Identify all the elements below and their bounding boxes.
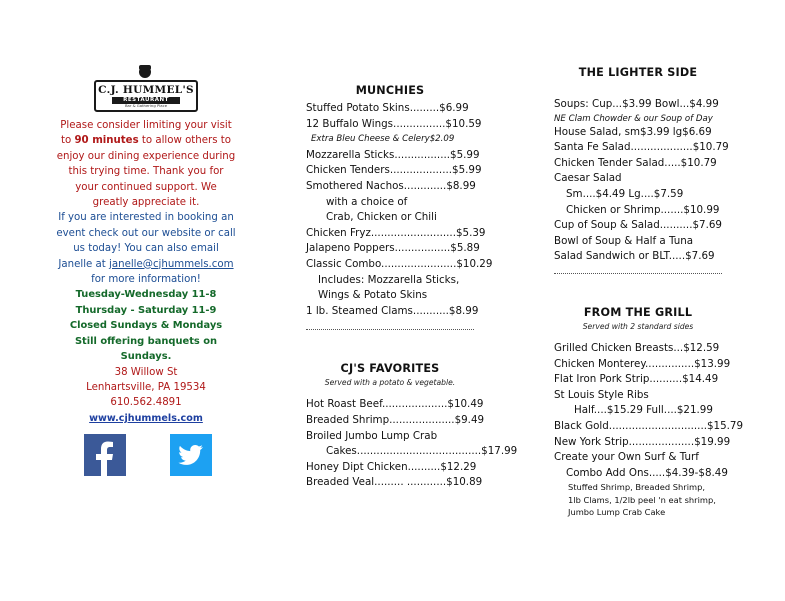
city-address: Lenhartsville, PA 19534	[86, 381, 206, 393]
menu-item: Chicken Fryz..........................$5.39	[306, 226, 486, 239]
menu-item: Cup of Soup & Salad..........$7.69	[554, 219, 722, 232]
restaurant-logo	[94, 64, 198, 114]
address-block	[56, 365, 236, 411]
favorites-title: CJ'S FAVORITES	[340, 362, 440, 376]
events-text-post: for more information!	[91, 274, 201, 286]
grill-subtitle: Served with 2 standard sides	[582, 321, 694, 331]
events-info	[56, 210, 236, 287]
lighter-list	[554, 97, 729, 265]
menu-item: Mozzarella Sticks.................$5.99	[306, 148, 480, 161]
menu-item-note: NE Clam Chowder & our Soup of Day	[554, 113, 713, 124]
menu-item: Classic Combo.......................$10.29	[306, 257, 493, 270]
favorites-list	[306, 397, 518, 491]
right-column	[554, 66, 744, 519]
menu-item: Cakes......................................$17.99	[326, 445, 518, 458]
notice-bold-duration: 90 minutes	[74, 135, 139, 147]
lighter-title: THE LIGHTER SIDE	[578, 66, 698, 79]
events-text-pre: If you are interested in booking an event check out our website or call us today! You can also email Janelle at	[56, 212, 236, 270]
menu-item: Broiled Jumbo Lump Crab	[306, 429, 438, 442]
hours-line: Closed Sundays & Mondays	[69, 320, 223, 332]
menu-item-note: with a choice of	[326, 195, 408, 208]
menu-item: Create your Own Surf & Turf	[554, 451, 699, 464]
menu-item-addon: Extra Bleu Cheese & Celery$2.09	[311, 134, 455, 145]
social-links	[56, 434, 236, 478]
middle-column	[306, 84, 518, 491]
menu-item: Caesar Salad	[554, 172, 622, 185]
logo-plate	[94, 80, 198, 112]
menu-item: Black Gold..............................$15.79	[554, 419, 744, 432]
menu-item: St Louis Style Ribs	[554, 388, 649, 401]
facebook-icon[interactable]	[84, 434, 126, 476]
menu-item-note: Includes: Mozzarella Sticks,	[318, 273, 460, 286]
menu-item: Honey Dipt Chicken..........$12.29	[306, 460, 477, 473]
grill-list	[554, 341, 744, 519]
hours-line: Tuesday-Wednesday 11-8	[75, 289, 217, 301]
hours-line: Thursday - Saturday 11-9	[75, 304, 217, 316]
menu-item: Flat Iron Pork Strip..........$14.49	[554, 373, 719, 386]
street-address: 38 Willow St	[114, 366, 178, 378]
notice-text-post: to allow others to enjoy our dining experience during this trying time. Thank you for your continued support. We greatly appreciate it.	[56, 135, 236, 209]
menu-item-note: Jumbo Lump Crab Cake	[568, 507, 666, 518]
notice-text-pre: Please consider limiting your visit to	[60, 120, 232, 147]
menu-item-note: Stuffed Shrimp, Breaded Shrimp,	[568, 482, 705, 493]
menu-item: Santa Fe Salad...................$10.79	[554, 141, 729, 154]
logo-name: C.J. HUMMEL'S	[98, 84, 194, 96]
menu-item: Chicken or Shrimp.......$10.99	[566, 203, 720, 216]
menu-item: Grilled Chicken Breasts...$12.59	[554, 341, 720, 354]
website-link[interactable]: www.cjhummels.com	[89, 412, 203, 424]
menu-item-note: Wings & Potato Skins	[318, 289, 428, 302]
email-link[interactable]: janelle@cjhummels.com	[109, 258, 234, 270]
menu-item: Jalapeno Poppers.................$5.89	[306, 242, 480, 255]
menu-item: Smothered Nachos.............$8.99	[306, 179, 476, 192]
hours-block	[56, 287, 236, 364]
menu-item: Sm....$4.49 Lg....$7.59	[566, 187, 684, 200]
logo-sub: RESTAURANT	[112, 97, 180, 104]
menu-item: 1 lb. Steamed Clams...........$8.99	[306, 304, 479, 317]
menu-item: Breaded Veal......... ............$10.89	[306, 476, 483, 489]
phone-number: 610.562.4891	[110, 397, 182, 409]
menu-item: Chicken Tenders...................$5.99	[306, 164, 482, 177]
menu-item: 12 Buffalo Wings................$10.59	[306, 117, 482, 130]
menu-item: House Salad, sm$3.99 lg$6.69	[554, 125, 712, 138]
visit-notice	[56, 118, 236, 210]
menu-item: Combo Add Ons.....$4.39-$8.49	[566, 466, 728, 479]
munchies-list	[306, 101, 493, 319]
info-column	[56, 64, 236, 478]
hours-line: Still offering banquets on Sundays.	[74, 335, 218, 363]
logo-tagline: Bar & Gathering Place	[124, 103, 168, 108]
twitter-icon[interactable]	[170, 434, 212, 476]
munchies-title: MUNCHIES	[355, 84, 425, 97]
menu-item: Hot Roast Beef....................$10.49	[306, 398, 484, 411]
menu-item: Stuffed Potato Skins.........$6.99	[306, 102, 469, 114]
menu-item: Chicken Tender Salad.....$10.79	[554, 156, 717, 169]
grill-title: FROM THE GRILL	[583, 305, 693, 319]
menu-item: Salad Sandwich or BLT.....$7.69	[554, 250, 715, 263]
menu-item-note: Crab, Chicken or Chili	[326, 211, 437, 224]
menu-item: Bowl of Soup & Half a Tuna	[554, 234, 694, 247]
menu-item-note: 1lb Clams, 1/2lb peel 'n eat shrimp,	[568, 494, 716, 505]
section-divider	[306, 329, 474, 332]
menu-item: Soups: Cup...$3.99 Bowl...$4.99	[554, 98, 719, 110]
favorites-subtitle: Served with a potato & vegetable.	[324, 378, 456, 388]
menu-item: Half....$15.29 Full....$21.99	[574, 404, 713, 417]
menu-item: New York Strip....................$19.99	[554, 435, 731, 448]
menu-item: Breaded Shrimp....................$9.49	[306, 413, 485, 426]
menu-item: Chicken Monterey...............$13.99	[554, 357, 731, 370]
section-divider	[554, 273, 722, 276]
